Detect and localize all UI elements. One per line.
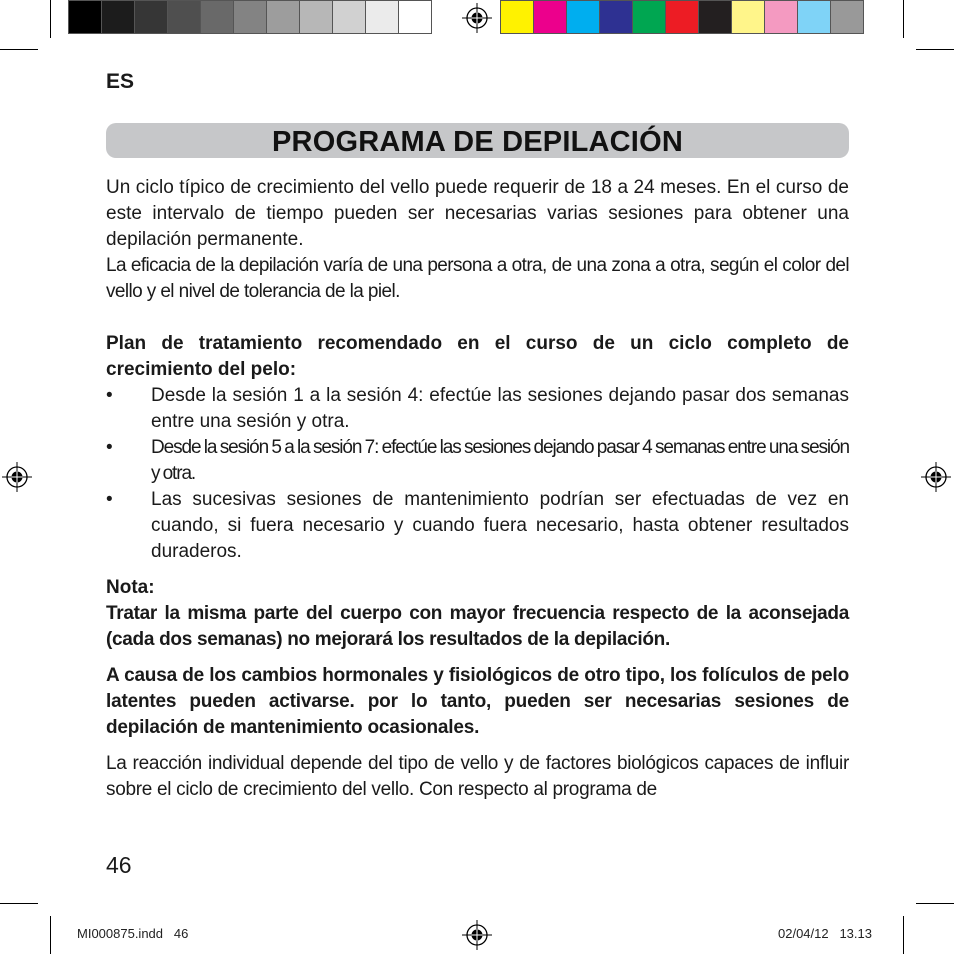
- crop-mark-top-right-v: [903, 0, 904, 38]
- crop-mark-top-right-h: [916, 49, 954, 50]
- list-item: [106, 383, 849, 435]
- hormonal-text: A causa de los cambios hormonales y fisiológicos de otro tipo, los folículos de pelo latentes pueden activarse. por lo tanto, pueden ser necesarias sesiones de depilación de mantenimiento ocasionales.: [106, 665, 849, 738]
- registration-mark-left-icon: [2, 462, 32, 492]
- gray-swatch-4: [200, 0, 234, 34]
- paragraph-cycle: Un ciclo típico de crecimiento del vello puede requerir de 18 a 24 meses. En el curso de este intervalo de tiempo pueden ser necesarias varias sesiones para obtener una depilación permanente.: [106, 177, 849, 250]
- color-swatch-3: [599, 0, 633, 34]
- process-color-bar: [500, 0, 863, 36]
- crop-mark-top-left-v: [50, 0, 51, 38]
- grayscale-color-bar: [68, 0, 431, 36]
- color-swatch-4: [632, 0, 666, 34]
- language-code: ES: [106, 70, 135, 93]
- document-body: [106, 175, 849, 803]
- gray-swatch-1: [101, 0, 135, 34]
- gray-swatch-5: [233, 0, 267, 34]
- list-item-text: Las sucesivas sesiones de mantenimiento podrían ser efectuadas de vez en cuando, si fuera necesario y cuando fuera necesario, hasta obtener resultados duraderos.: [151, 489, 849, 562]
- color-swatch-2: [566, 0, 600, 34]
- crop-mark-bottom-right-h: [916, 903, 954, 904]
- color-swatch-9: [797, 0, 831, 34]
- list-item: [106, 435, 849, 487]
- color-swatch-7: [731, 0, 765, 34]
- gray-swatch-2: [134, 0, 168, 34]
- bullet-icon: •: [106, 385, 113, 406]
- reaction-text: La reacción individual depende del tipo de vello y de factores biológicos capaces de influir sobre el ciclo de crecimiento del vello. Con respecto al programa de: [106, 753, 849, 800]
- gray-swatch-9: [365, 0, 399, 34]
- gray-swatch-8: [332, 0, 366, 34]
- color-swatch-10: [830, 0, 864, 34]
- page-title: PROGRAMA DE DEPILACIÓN: [272, 126, 683, 158]
- paragraph-efficacy: La eficacia de la depilación varía de una persona a otra, de una zona a otra, según el color del vello y el nivel de tolerancia de la piel.: [106, 255, 849, 302]
- bullet-icon: •: [106, 489, 113, 510]
- color-swatch-0: [500, 0, 534, 34]
- gray-swatch-7: [299, 0, 333, 34]
- plan-heading: Plan de tratamiento recomendado en el curso de un ciclo completo de crecimiento del pelo:: [106, 333, 849, 380]
- registration-mark-top-icon: [462, 3, 492, 33]
- gray-swatch-10: [398, 0, 432, 34]
- crop-mark-bottom-left-h: [0, 903, 38, 904]
- crop-mark-bottom-right-v: [903, 916, 904, 954]
- registration-mark-right-icon: [921, 462, 951, 492]
- footer-datetime: 02/04/12 13.13: [778, 926, 872, 941]
- list-item-text: Desde la sesión 5 a la sesión 7: efectúe las sesiones dejando pasar 4 semanas entre una sesión y otra.: [151, 437, 849, 484]
- registration-mark-bottom-icon: [462, 920, 492, 950]
- color-swatch-8: [764, 0, 798, 34]
- gray-swatch-3: [167, 0, 201, 34]
- color-swatch-5: [665, 0, 699, 34]
- note-text: Tratar la misma parte del cuerpo con mayor frecuencia respecto de la aconsejada (cada dos semanas) no mejorará los resultados de la depilación.: [106, 603, 849, 650]
- section-title-bar: [106, 123, 849, 158]
- color-swatch-6: [698, 0, 732, 34]
- footer-file-info: MI000875.indd 46: [77, 926, 189, 941]
- gray-swatch-0: [68, 0, 102, 34]
- crop-mark-bottom-left-v: [50, 916, 51, 954]
- list-item: [106, 487, 849, 565]
- list-item-text: Desde la sesión 1 a la sesión 4: efectúe las sesiones dejando pasar dos semanas entre una sesión y otra.: [151, 385, 849, 432]
- crop-mark-top-left-h: [0, 49, 38, 50]
- note-label: Nota:: [106, 577, 155, 598]
- bullet-icon: •: [106, 437, 112, 458]
- gray-swatch-6: [266, 0, 300, 34]
- color-swatch-1: [533, 0, 567, 34]
- page-number: 46: [106, 852, 132, 878]
- treatment-plan-list: [106, 383, 849, 565]
